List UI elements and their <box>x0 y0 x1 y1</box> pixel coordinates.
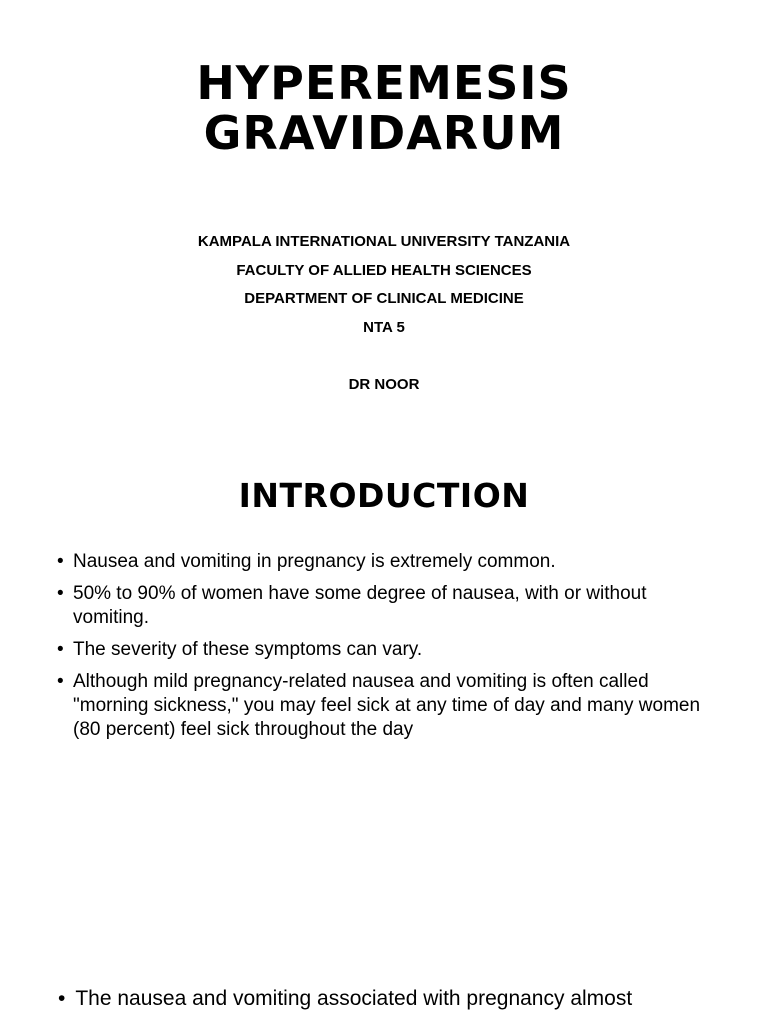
bullet-icon: • <box>57 551 64 572</box>
list-item <box>57 582 717 630</box>
title-slide <box>0 0 768 440</box>
bullet-icon: • <box>58 987 66 1010</box>
faculty-text: FACULTY OF ALLIED HEALTH SCIENCES <box>236 261 532 279</box>
list-item <box>57 550 717 574</box>
lecturer-text: DR NOOR <box>348 375 420 393</box>
subtitle-block <box>0 228 768 400</box>
bullet-list <box>57 550 717 750</box>
spacer <box>0 343 768 371</box>
bullet-text: Although mild pregnancy-related nausea and vomiting is often called "morning sickness," you may feel sick at any time of day and many women (80 percent) feel sick throughout the day <box>73 671 701 740</box>
bullet-text: The nausea and vomiting associated with pregnancy almost <box>75 987 633 1010</box>
next-slide-partial <box>58 984 758 1014</box>
introduction-slide <box>0 460 768 1000</box>
list-item <box>57 638 717 662</box>
title-line-2: GRAVIDARUM <box>203 106 565 160</box>
department-text: DEPARTMENT OF CLINICAL MEDICINE <box>244 290 524 308</box>
title-line-1: HYPEREMESIS <box>196 56 572 110</box>
introduction-heading: INTRODUCTION <box>238 476 530 515</box>
bullet-icon: • <box>57 639 64 660</box>
page-title <box>0 58 768 158</box>
bullet-icon: • <box>57 583 64 604</box>
institution-text: KAMPALA INTERNATIONAL UNIVERSITY TANZANIA <box>197 233 571 250</box>
bullet-icon: • <box>57 671 64 692</box>
bullet-text: Nausea and vomiting in pregnancy is extremely common. <box>73 551 556 572</box>
level-text: NTA 5 <box>363 319 405 337</box>
bullet-text: 50% to 90% of women have some degree of nausea, with or without vomiting. <box>73 583 647 628</box>
list-item <box>57 670 717 742</box>
bullet-text: The severity of these symptoms can vary. <box>73 639 423 660</box>
